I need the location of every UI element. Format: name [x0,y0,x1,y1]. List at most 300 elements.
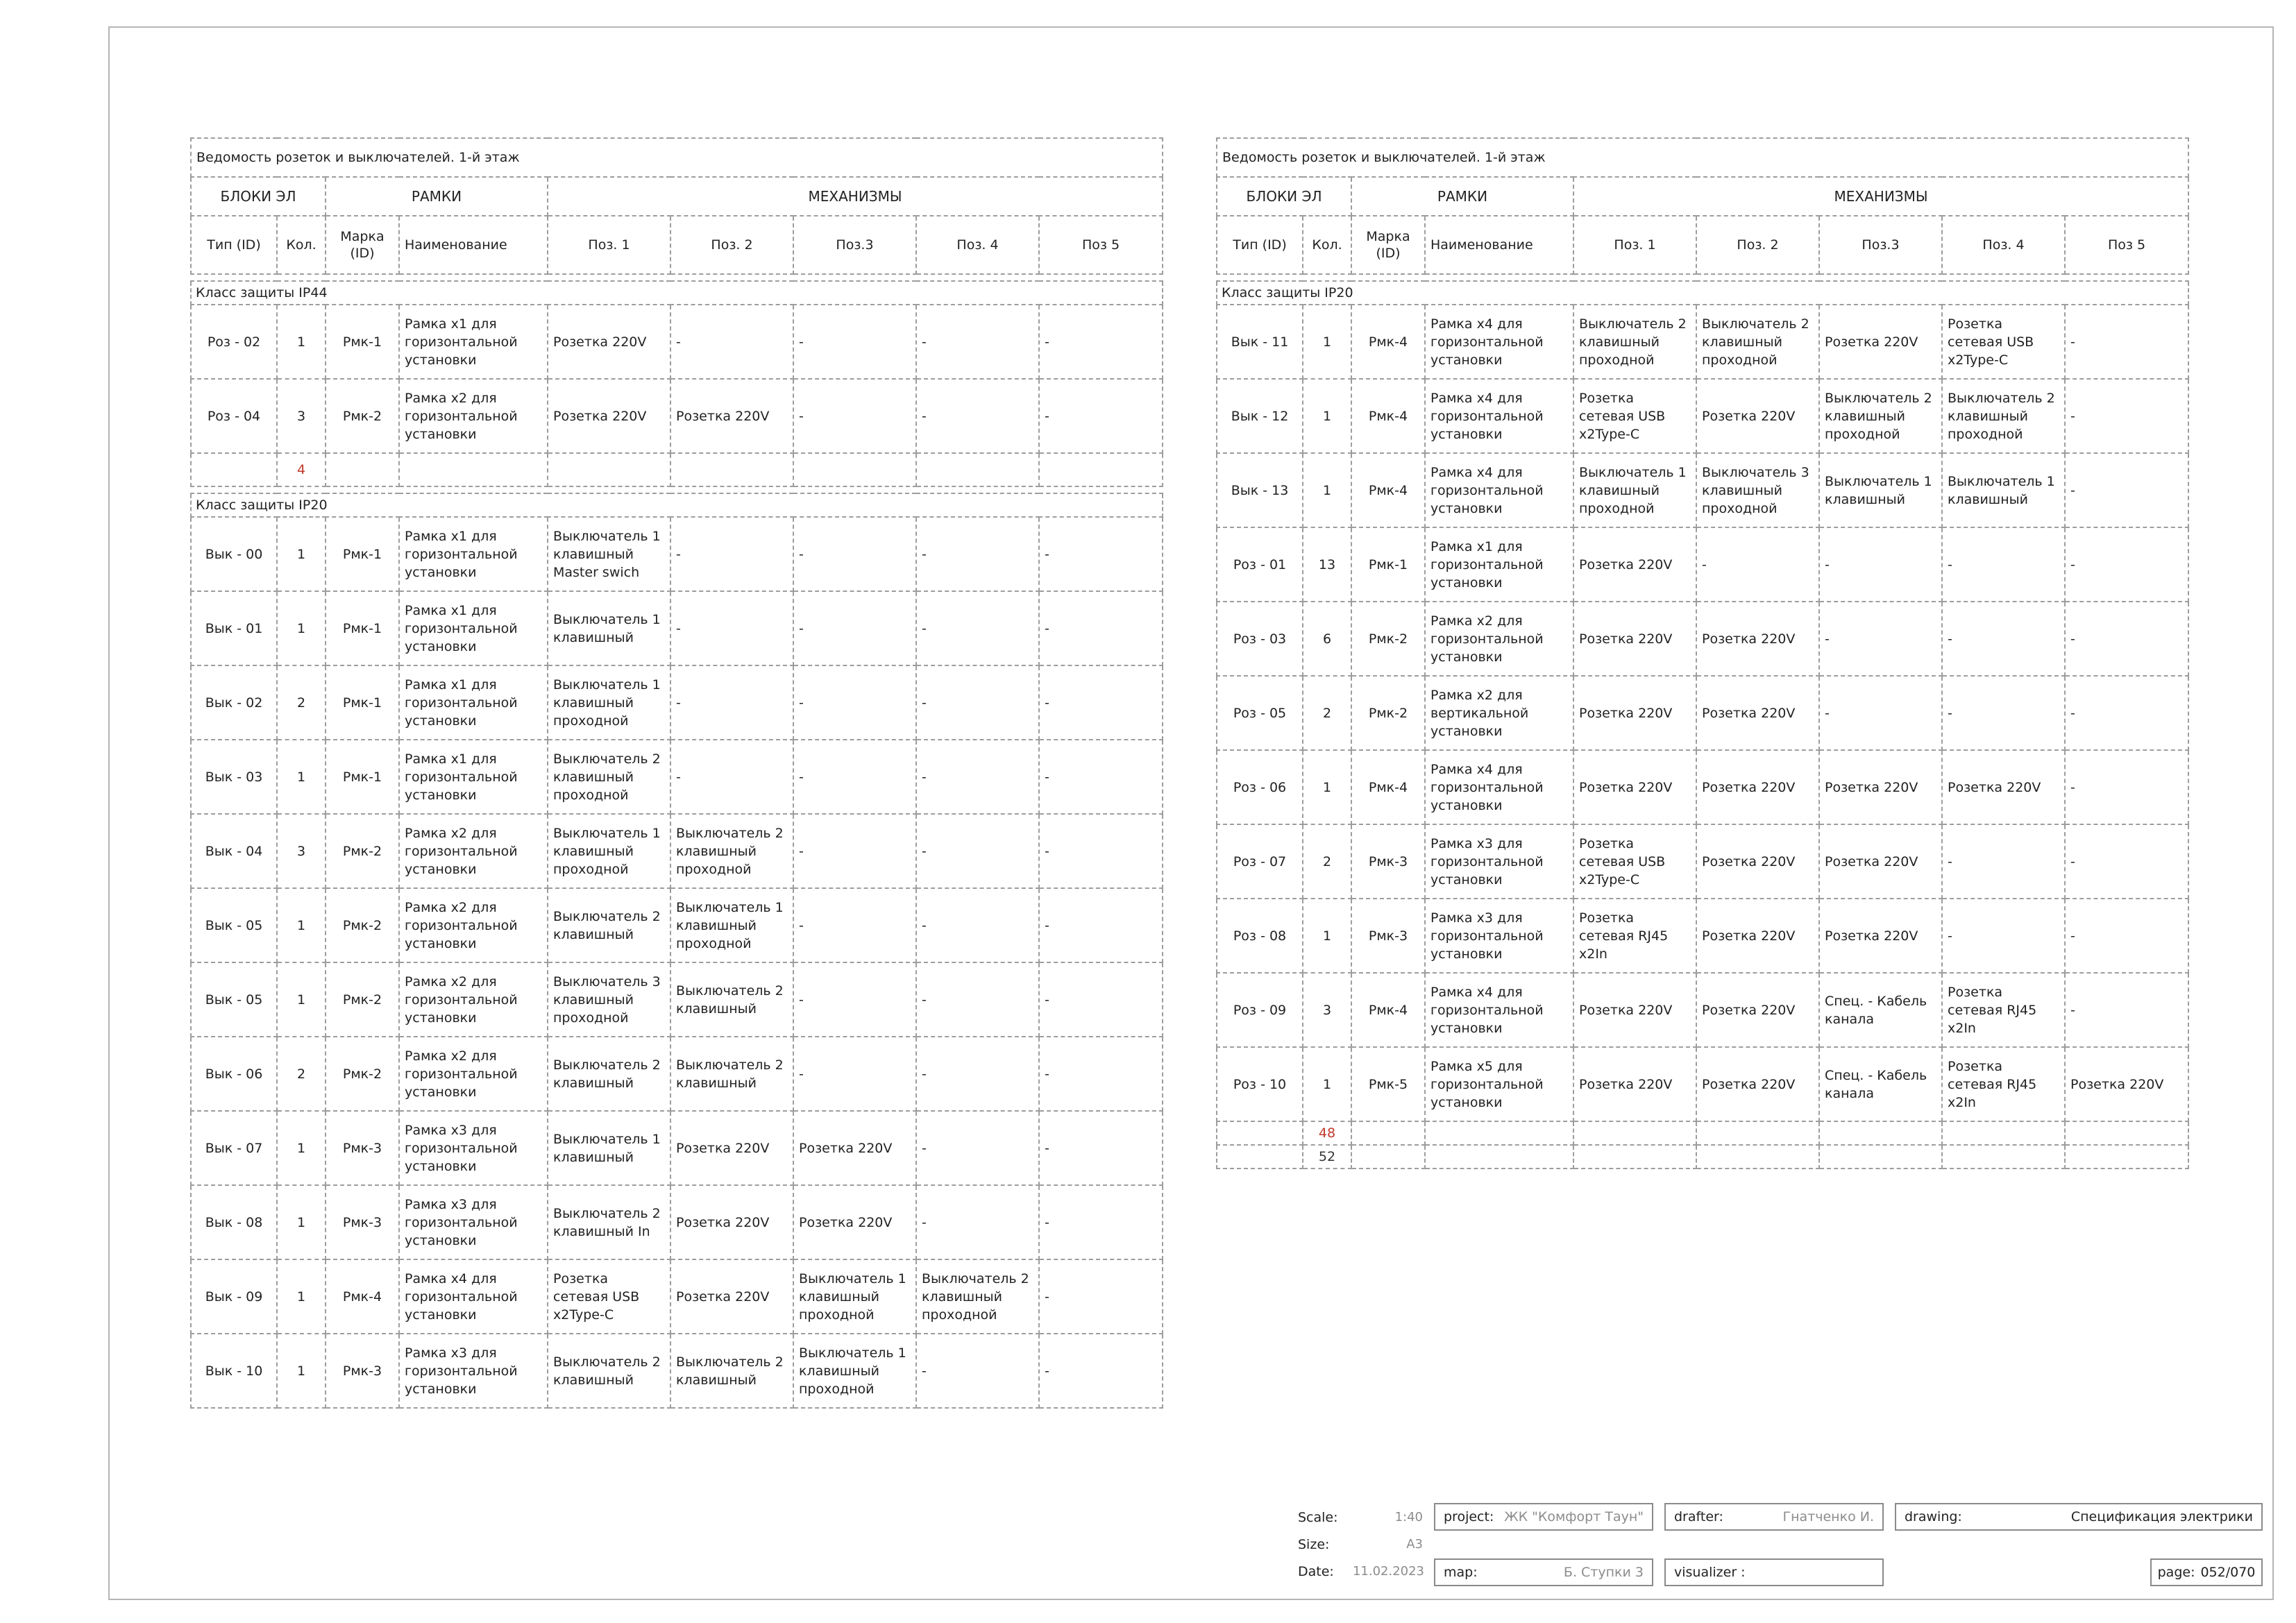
cell-pos2: Розетка 220V [670,1259,793,1334]
table-row [1217,379,2188,453]
cell-qty: 3 [277,379,326,453]
cell-mark: Рмк-2 [326,379,399,453]
cell-type: Роз - 10 [1217,1047,1303,1121]
drawing-field [1895,1503,2263,1531]
col-header-name: Наименование [1425,216,1573,274]
cell-pos5: - [2065,750,2188,824]
cell-mark: Рмк-3 [326,1185,399,1259]
col-header-qty: Кол. [1303,216,1351,274]
cell-type: Вык - 11 [1217,305,1303,379]
group-header-frames: РАМКИ [1351,177,1573,216]
subtotal-ip20: 48 [1303,1121,1351,1145]
cell-pos2: Розетка 220V [670,379,793,453]
cell-name: Рамка x2 для горизонтальной установки [399,962,548,1037]
cell-pos3: Розетка 220V [793,1111,916,1185]
cell-pos5: - [1039,1259,1163,1334]
cell-pos2: Выключатель 2 клавишный [670,962,793,1037]
cell-type: Роз - 07 [1217,824,1303,899]
cell-type: Вык - 08 [191,1185,277,1259]
table-row [191,814,1163,888]
col-header-pos5: Поз 5 [2065,216,2188,274]
cell-type: Роз - 02 [191,305,277,379]
cell-pos4: - [916,740,1039,814]
table-row [191,740,1163,814]
col-header-type: Тип (ID) [1217,216,1303,274]
cell-pos4: - [916,1037,1039,1111]
cell-name: Рамка x2 для горизонтальной установки [1425,602,1573,676]
schedule-title: Ведомость розеток и выключателей. 1-й этаж [1217,138,2188,177]
cell-pos4: - [1942,527,2065,602]
cell-mark: Рмк-4 [1351,379,1425,453]
cell-pos3: - [793,1037,916,1111]
cell-mark: Рмк-2 [326,962,399,1037]
group-header-mechanisms: МЕХАНИЗМЫ [1573,177,2188,216]
table-row [191,1037,1163,1111]
cell-name: Рамка x4 для горизонтальной установки [1425,453,1573,527]
cell-pos1: Розетка 220V [1573,527,1696,602]
cell-pos3: Розетка 220V [1819,824,1942,899]
cell-mark: Рмк-3 [326,1111,399,1185]
table-row [191,1111,1163,1185]
table-row [1217,602,2188,676]
cell-qty: 6 [1303,602,1351,676]
cell-qty: 1 [1303,453,1351,527]
cell-pos4: - [1942,602,2065,676]
cell-pos3: - [793,962,916,1037]
cell-pos1: Розетка 220V [1573,973,1696,1047]
cell-mark: Рмк-2 [1351,676,1425,750]
cell-pos2: Розетка 220V [1696,602,1819,676]
group-header-frames: РАМКИ [326,177,548,216]
cell-pos3: - [793,379,916,453]
cell-type: Вык - 02 [191,665,277,740]
size-value: A3 [1406,1537,1423,1552]
map-value: Б. Ступки 3 [1563,1565,1644,1580]
cell-pos5: - [1039,517,1163,591]
cell-pos1: Розетка 220V [1573,1047,1696,1121]
cell-name: Рамка x3 для горизонтальной установки [399,1185,548,1259]
cell-pos2: Розетка 220V [1696,824,1819,899]
cell-mark: Рмк-1 [326,665,399,740]
col-header-pos3: Поз.3 [793,216,916,274]
cell-qty: 1 [277,1259,326,1334]
table-row [1217,750,2188,824]
cell-pos3: - [793,740,916,814]
cell-pos5: - [1039,379,1163,453]
cell-mark: Рмк-4 [1351,453,1425,527]
schedule-title: Ведомость розеток и выключателей. 1-й этаж [191,138,1163,177]
cell-pos3: Розетка 220V [1819,305,1942,379]
table-row [191,1185,1163,1259]
cell-type: Вык - 06 [191,1037,277,1111]
group-header-mechanisms: МЕХАНИЗМЫ [548,177,1163,216]
table-row [191,305,1163,379]
cell-type: Вык - 05 [191,962,277,1037]
page-value: 052/070 [2200,1565,2256,1580]
table-row [191,665,1163,740]
cell-pos3: - [1819,602,1942,676]
cell-pos4: - [916,962,1039,1037]
cell-pos1: Розетка 220V [1573,750,1696,824]
cell-qty: 1 [277,1334,326,1408]
cell-pos5: - [1039,962,1163,1037]
cell-pos4: - [1942,899,2065,973]
cell-qty: 2 [277,1037,326,1111]
cell-pos3: Спец. - Кабель канала [1819,1047,1942,1121]
cell-pos3: Розетка 220V [793,1185,916,1259]
cell-pos5: Розетка 220V [2065,1047,2188,1121]
cell-mark: Рмк-4 [1351,750,1425,824]
cell-pos4: Выключатель 1 клавишный [1942,453,2065,527]
date-value: 11.02.2023 [1352,1564,1424,1579]
cell-pos2: - [670,665,793,740]
cell-name: Рамка x2 для горизонтальной установки [399,888,548,962]
schedule-table-left [190,137,1163,1409]
cell-mark: Рмк-3 [1351,824,1425,899]
cell-pos1: Розетка 220V [548,379,670,453]
visualizer-field [1664,1558,1884,1586]
cell-pos4: Розетка сетевая RJ45 x2In [1942,973,2065,1047]
cell-qty: 1 [277,962,326,1037]
protection-class-ip20: Класс защиты IP20 [1217,281,2188,305]
cell-qty: 2 [1303,824,1351,899]
col-header-pos5: Поз 5 [1039,216,1163,274]
cell-pos2: Розетка 220V [670,1185,793,1259]
cell-type: Роз - 06 [1217,750,1303,824]
cell-name: Рамка x5 для горизонтальной установки [1425,1047,1573,1121]
cell-pos5: - [2065,899,2188,973]
subtotal-ip44: 4 [277,453,326,486]
cell-pos3: - [793,517,916,591]
table-row [191,1259,1163,1334]
cell-pos3: Розетка 220V [1819,750,1942,824]
cell-pos5: - [1039,1185,1163,1259]
cell-mark: Рмк-1 [326,591,399,665]
col-header-pos4: Поз. 4 [916,216,1039,274]
cell-pos2: Выключатель 2 клавишный [670,1334,793,1408]
visualizer-label: visualizer : [1674,1565,1746,1580]
cell-pos3: - [793,305,916,379]
cell-pos2: Розетка 220V [1696,899,1819,973]
cell-type: Роз - 03 [1217,602,1303,676]
cell-type: Вык - 10 [191,1334,277,1408]
cell-pos1: Выключатель 1 клавишный [548,591,670,665]
cell-name: Рамка x1 для горизонтальной установки [399,665,548,740]
cell-pos3: Выключатель 1 клавишный [1819,453,1942,527]
cell-pos5: - [1039,888,1163,962]
ip20-rows [191,517,1163,1408]
cell-name: Рамка x3 для горизонтальной установки [1425,899,1573,973]
cell-pos5: - [1039,1334,1163,1408]
cell-pos1: Выключатель 1 клавишный проходной [548,665,670,740]
col-header-mark: Марка (ID) [1351,216,1425,274]
cell-pos1: Выключатель 1 клавишный Master swich [548,517,670,591]
cell-type: Роз - 09 [1217,973,1303,1047]
group-header-blocks: БЛОКИ ЭЛ [191,177,326,216]
cell-pos2: Выключатель 2 клавишный проходной [1696,305,1819,379]
col-header-name: Наименование [399,216,548,274]
cell-pos2: Выключатель 2 клавишный [670,1037,793,1111]
cell-qty: 1 [277,517,326,591]
cell-qty: 1 [277,1111,326,1185]
cell-mark: Рмк-1 [326,305,399,379]
col-header-pos1: Поз. 1 [1573,216,1696,274]
table-row [191,888,1163,962]
drawing-value: Спецификация электрики [2070,1509,2253,1524]
cell-pos2: Выключатель 3 клавишный проходной [1696,453,1819,527]
col-header-qty: Кол. [277,216,326,274]
cell-pos2: Розетка 220V [1696,973,1819,1047]
size-label: Size: [1298,1537,1330,1552]
cell-pos1: Выключатель 1 клавишный [548,1111,670,1185]
cell-pos2: Розетка 220V [1696,379,1819,453]
table-row [1217,305,2188,379]
table-row [1217,973,2188,1047]
cell-pos3: - [1819,676,1942,750]
cell-pos1: Выключатель 2 клавишный [548,888,670,962]
cell-mark: Рмк-2 [326,814,399,888]
cell-pos2: - [670,517,793,591]
cell-name: Рамка x2 для вертикальной установки [1425,676,1573,750]
group-header-blocks: БЛОКИ ЭЛ [1217,177,1351,216]
cell-name: Рамка x1 для горизонтальной установки [399,740,548,814]
scale-value: 1:40 [1394,1510,1423,1524]
table-row [191,962,1163,1037]
drafter-label: drafter: [1674,1509,1723,1524]
protection-class-ip20: Класс защиты IP20 [191,493,1163,517]
cell-pos5: - [1039,665,1163,740]
cell-pos5: - [2065,305,2188,379]
cell-mark: Рмк-2 [1351,602,1425,676]
col-header-pos4: Поз. 4 [1942,216,2065,274]
cell-pos1: Выключатель 2 клавишный [548,1037,670,1111]
page-field [2150,1558,2263,1586]
page-label: page: [2157,1565,2195,1580]
cell-type: Вык - 05 [191,888,277,962]
cell-name: Рамка x1 для горизонтальной установки [1425,527,1573,602]
cell-pos3: Розетка 220V [1819,899,1942,973]
cell-qty: 1 [1303,1047,1351,1121]
cell-pos4: Выключатель 2 клавишный проходной [1942,379,2065,453]
cell-pos3: - [1819,527,1942,602]
cell-pos1: Розетка 220V [1573,602,1696,676]
cell-name: Рамка x3 для горизонтальной установки [1425,824,1573,899]
cell-pos3: - [793,888,916,962]
ip44-rows [191,305,1163,453]
cell-pos1: Выключатель 2 клавишный [548,1334,670,1408]
cell-name: Рамка x3 для горизонтальной установки [399,1334,548,1408]
cell-pos5: - [1039,305,1163,379]
cell-qty: 13 [1303,527,1351,602]
table-row [1217,676,2188,750]
cell-pos4: Выключатель 2 клавишный проходной [916,1259,1039,1334]
cell-pos2: Розетка 220V [1696,1047,1819,1121]
cell-name: Рамка x4 для горизонтальной установки [1425,379,1573,453]
cell-pos1: Розетка сетевая USB x2Type-C [548,1259,670,1334]
cell-pos4: - [916,888,1039,962]
cell-mark: Рмк-4 [1351,973,1425,1047]
cell-pos4: - [916,665,1039,740]
cell-pos1: Выключатель 1 клавишный проходной [1573,453,1696,527]
cell-pos5: - [2065,676,2188,750]
map-field [1434,1558,1653,1586]
cell-name: Рамка x3 для горизонтальной установки [399,1111,548,1185]
cell-pos1: Выключатель 1 клавишный проходной [548,814,670,888]
cell-qty: 1 [1303,750,1351,824]
cell-pos1: Выключатель 2 клавишный проходной [1573,305,1696,379]
map-label: map: [1444,1565,1478,1580]
cell-name: Рамка x4 для горизонтальной установки [399,1259,548,1334]
table-row [1217,899,2188,973]
cell-qty: 2 [1303,676,1351,750]
cell-pos3: Выключатель 1 клавишный проходной [793,1334,916,1408]
table-row [1217,824,2188,899]
col-header-pos1: Поз. 1 [548,216,670,274]
cell-pos4: - [1942,824,2065,899]
cell-type: Вык - 03 [191,740,277,814]
cell-type: Вык - 13 [1217,453,1303,527]
cell-pos3: - [793,665,916,740]
cell-pos3: Выключатель 1 клавишный проходной [793,1259,916,1334]
cell-pos1: Розетка сетевая USB x2Type-C [1573,824,1696,899]
cell-mark: Рмк-1 [326,517,399,591]
cell-mark: Рмк-2 [326,888,399,962]
cell-pos3: - [793,591,916,665]
cell-mark: Рмк-5 [1351,1047,1425,1121]
cell-pos2: - [670,591,793,665]
cell-pos4: - [916,814,1039,888]
cell-type: Вык - 07 [191,1111,277,1185]
cell-name: Рамка x4 для горизонтальной установки [1425,750,1573,824]
cell-pos5: - [2065,527,2188,602]
cell-type: Вык - 00 [191,517,277,591]
cell-qty: 1 [277,740,326,814]
cell-pos4: - [916,1111,1039,1185]
cell-qty: 1 [1303,379,1351,453]
cell-name: Рамка x1 для горизонтальной установки [399,591,548,665]
cell-type: Роз - 08 [1217,899,1303,973]
cell-pos5: - [1039,1037,1163,1111]
cell-qty: 3 [277,814,326,888]
cell-type: Вык - 09 [191,1259,277,1334]
cell-name: Рамка x4 для горизонтальной установки [1425,973,1573,1047]
drafter-value: Гнатченко И. [1782,1509,1874,1524]
cell-name: Рамка x2 для горизонтальной установки [399,379,548,453]
cell-mark: Рмк-3 [326,1334,399,1408]
cell-pos5: - [1039,591,1163,665]
project-field [1434,1503,1653,1531]
cell-pos1: Выключатель 3 клавишный проходной [548,962,670,1037]
cell-type: Роз - 04 [191,379,277,453]
cell-name: Рамка x1 для горизонтальной установки [399,517,548,591]
table-row [191,1334,1163,1408]
cell-qty: 1 [277,305,326,379]
cell-pos5: - [1039,814,1163,888]
table-row [1217,527,2188,602]
cell-pos5: - [2065,824,2188,899]
cell-pos2: Выключатель 2 клавишный проходной [670,814,793,888]
cell-name: Рамка x1 для горизонтальной установки [399,305,548,379]
table-row [191,379,1163,453]
cell-pos5: - [1039,740,1163,814]
cell-pos2: Розетка 220V [1696,750,1819,824]
col-header-pos2: Поз. 2 [670,216,793,274]
cell-pos4: - [916,379,1039,453]
table-row [191,591,1163,665]
cell-pos2: Розетка 220V [670,1111,793,1185]
grand-total: 52 [1303,1145,1351,1169]
cell-type: Роз - 05 [1217,676,1303,750]
cell-qty: 1 [277,1185,326,1259]
cell-pos2: - [670,740,793,814]
cell-qty: 1 [1303,899,1351,973]
cell-qty: 1 [1303,305,1351,379]
project-label: project: [1444,1509,1494,1524]
cell-pos1: Розетка сетевая RJ45 x2In [1573,899,1696,973]
cell-mark: Рмк-1 [326,740,399,814]
cell-pos4: Розетка сетевая RJ45 x2In [1942,1047,2065,1121]
cell-type: Вык - 01 [191,591,277,665]
cell-pos1: Розетка 220V [1573,676,1696,750]
cell-pos3: Выключатель 2 клавишный проходной [1819,379,1942,453]
cell-pos1: Выключатель 2 клавишный проходной [548,740,670,814]
schedule-table-right [1216,137,2189,1169]
cell-qty: 3 [1303,973,1351,1047]
cell-pos2: - [670,305,793,379]
table-row [191,517,1163,591]
cell-pos1: Розетка сетевая USB x2Type-C [1573,379,1696,453]
cell-pos3: Спец. - Кабель канала [1819,973,1942,1047]
col-header-mark: Марка (ID) [326,216,399,274]
table-row [1217,1047,2188,1121]
cell-pos1: Выключатель 2 клавишный In [548,1185,670,1259]
ip20-rows [1217,305,2188,1121]
cell-pos4: - [916,1185,1039,1259]
cell-pos5: - [2065,453,2188,527]
project-value: ЖК "Комфорт Таун" [1504,1509,1644,1524]
cell-pos5: - [2065,973,2188,1047]
cell-mark: Рмк-2 [326,1037,399,1111]
col-header-pos3: Поз.3 [1819,216,1942,274]
cell-pos1: Розетка 220V [548,305,670,379]
col-header-type: Тип (ID) [191,216,277,274]
cell-pos3: - [793,814,916,888]
cell-pos4: - [916,1334,1039,1408]
cell-type: Вык - 04 [191,814,277,888]
cell-pos5: - [2065,602,2188,676]
cell-pos4: Розетка сетевая USB x2Type-C [1942,305,2065,379]
drafter-field [1664,1503,1884,1531]
scale-label: Scale: [1298,1510,1338,1525]
date-label: Date: [1298,1564,1334,1579]
cell-type: Роз - 01 [1217,527,1303,602]
cell-pos4: - [916,517,1039,591]
cell-mark: Рмк-4 [1351,305,1425,379]
cell-mark: Рмк-1 [1351,527,1425,602]
cell-mark: Рмк-3 [1351,899,1425,973]
cell-pos2: Выключатель 1 клавишный проходной [670,888,793,962]
cell-pos4: - [916,305,1039,379]
cell-qty: 2 [277,665,326,740]
table-row [1217,453,2188,527]
cell-pos2: Розетка 220V [1696,676,1819,750]
protection-class-ip44: Класс защиты IP44 [191,281,1163,305]
cell-pos4: Розетка 220V [1942,750,2065,824]
cell-qty: 1 [277,591,326,665]
cell-qty: 1 [277,888,326,962]
cell-pos5: - [1039,1111,1163,1185]
cell-pos4: - [1942,676,2065,750]
